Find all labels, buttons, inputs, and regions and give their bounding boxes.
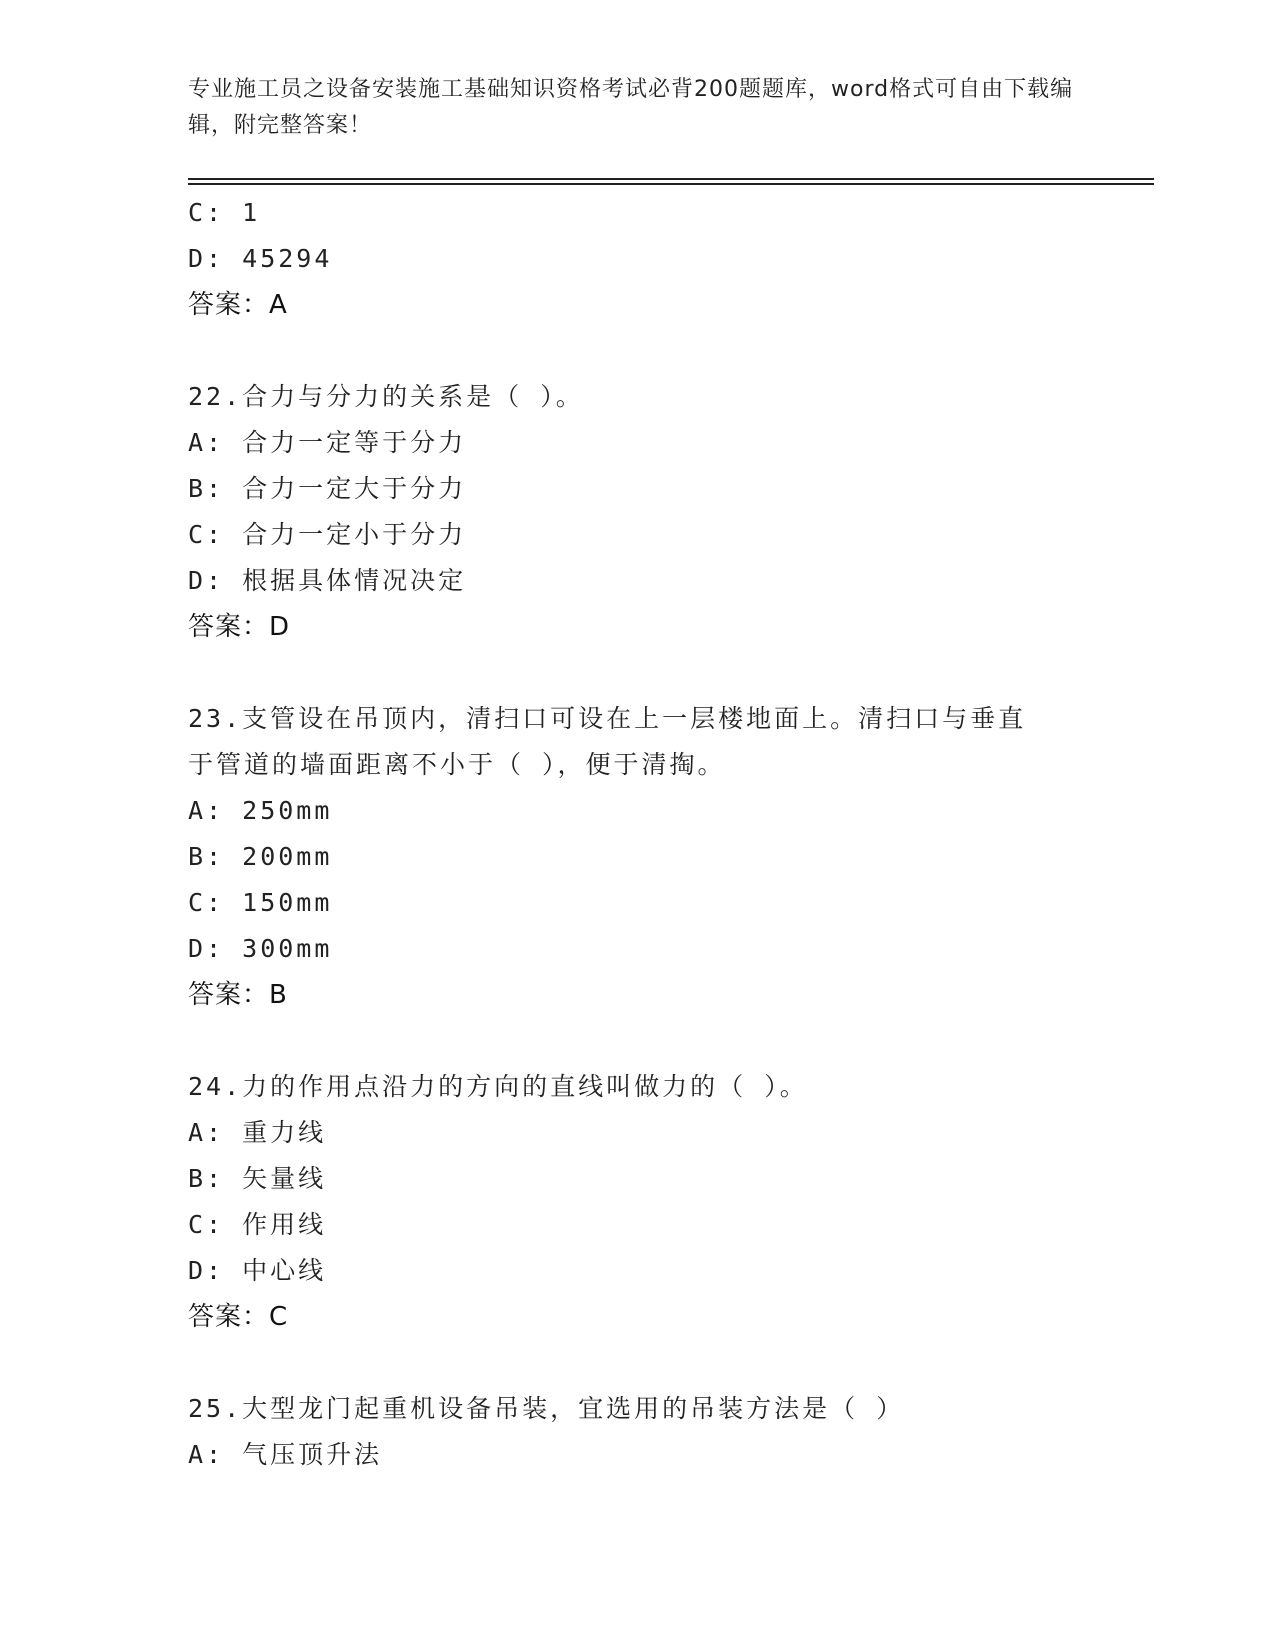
- question-list: [188, 190, 1138, 1478]
- question-24-answer: 答案：C: [188, 1302, 289, 1332]
- question-25-option-a: A: 气压顶升法: [188, 1440, 383, 1469]
- question-22-option-d: D: 根据具体情况决定: [188, 566, 467, 595]
- document-header: 专业施工员之设备安装施工基础知识资格考试必背200题题库，word格式可自由下载编辑，附完整答案！: [188, 77, 1074, 138]
- question-23-stem: 23.支管设在吊顶内，清扫口可设在上一层楼地面上。清扫口与垂直于管道的墙面距离不小于（ ），便于清掏。: [188, 704, 1027, 779]
- question-24-option-b: B: 矢量线: [188, 1164, 327, 1193]
- question-24-option-d: D: 中心线: [188, 1256, 327, 1285]
- question-24-stem: 24.力的作用点沿力的方向的直线叫做力的（ ）。: [188, 1072, 808, 1101]
- header-rule-bottom: [188, 183, 1154, 185]
- question-22-option-a: A: 合力一定等于分力: [188, 428, 467, 457]
- question-23-option-d: D: 300mm: [188, 934, 333, 963]
- question-23-answer: 答案：B: [188, 980, 288, 1010]
- question-22-option-c: C: 合力一定小于分力: [188, 520, 467, 549]
- option-c: C: 1: [188, 198, 261, 227]
- question-23-option-b: B: 200mm: [188, 842, 333, 871]
- question-23-option-a: A: 250mm: [188, 796, 333, 825]
- question-22-answer: 答案：D: [188, 612, 291, 642]
- question-24-option-c: C: 作用线: [188, 1210, 327, 1239]
- question-23-option-c: C: 150mm: [188, 888, 333, 917]
- question-22-stem: 22.合力与分力的关系是（ ）。: [188, 382, 584, 411]
- answer-line: 答案：A: [188, 290, 288, 320]
- option-d: D: 45294: [188, 244, 333, 273]
- question-25-stem: 25.大型龙门起重机设备吊装，宜选用的吊装方法是（ ）: [188, 1394, 905, 1423]
- header-rule-top: [188, 178, 1154, 180]
- question-24-option-a: A: 重力线: [188, 1118, 327, 1147]
- question-22-option-b: B: 合力一定大于分力: [188, 474, 467, 503]
